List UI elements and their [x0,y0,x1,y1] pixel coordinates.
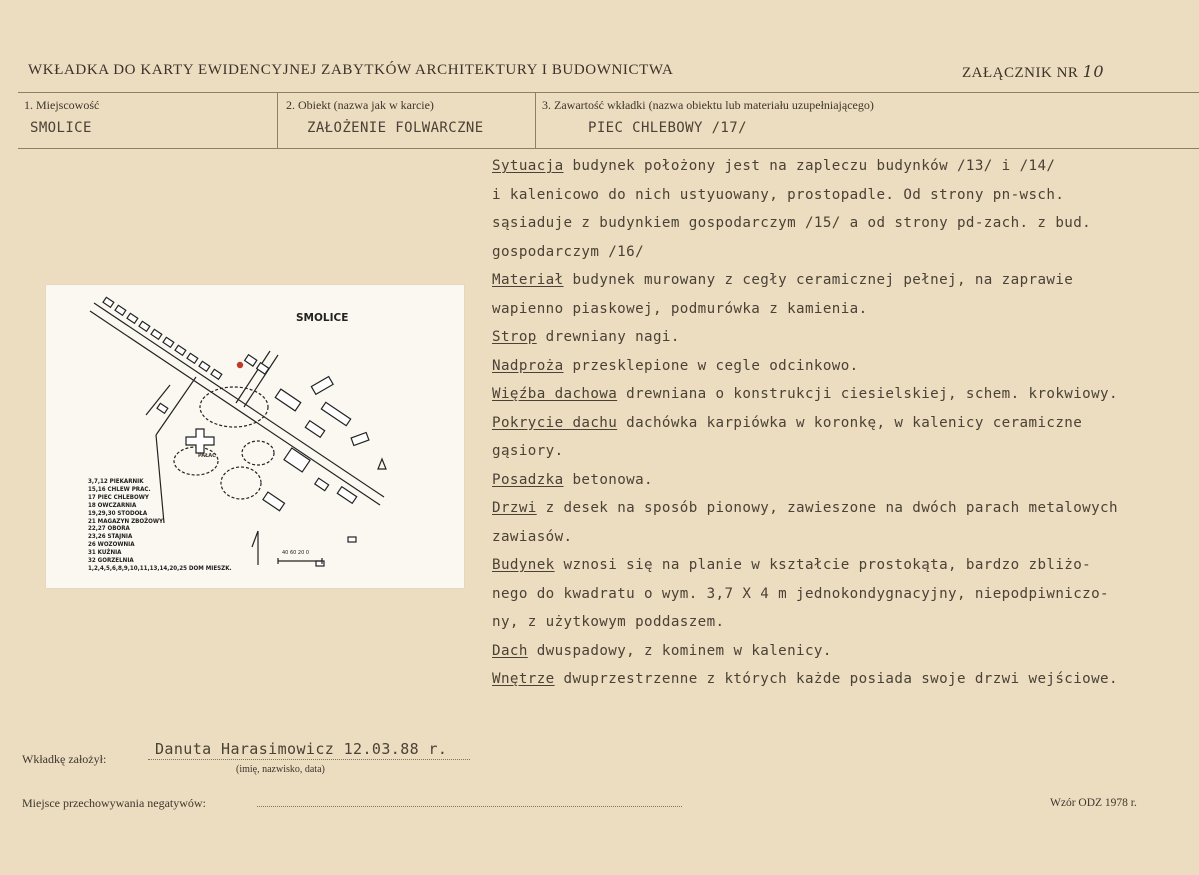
description-line [492,352,1192,381]
description-line [492,295,1192,324]
form-pattern-note: Wzór ODZ 1978 r. [1050,797,1137,809]
road-edge [90,311,380,505]
road-edge [94,303,384,497]
field-divider-1 [277,92,278,148]
legend-entry: 26 WOZOWNIA [88,541,135,549]
object-label: 2. Obiekt (nazwa jak w karcie) [286,98,434,112]
description-term: Sytuacja [492,158,564,174]
description-line [492,665,1192,694]
description-term: Nadproża [492,357,564,374]
description-term: Dach [492,642,528,659]
legend-entry: 19,29,30 STODOŁA [88,509,148,517]
description-line [492,209,1192,238]
house-row [103,297,222,379]
legend-entry: 17 PIEC CHLEBOWY [88,493,149,501]
description-line [492,551,1192,580]
content-value: PIEC CHLEBOWY /17/ [588,120,747,136]
form-title: WKŁADKA DO KARTY EWIDENCYJNEJ ZABYTKÓW ARCHITEKTURY I BUDOWNICTWA [28,62,674,78]
legend-entry: 3,7,12 PIEKARNIK [88,478,144,485]
map-title: SMOLICE [296,312,349,324]
description-text: betonowa. [563,471,653,488]
scale-label: 40 60 20 0 [282,550,310,556]
description-line [492,466,1192,495]
object-value: ZAŁOŻENIE FOLWARCZNE [307,120,484,136]
description-text: wapienno piaskowej, podmurówka z kamienia. [492,300,868,317]
palace-label: PAŁAC [198,453,216,459]
description-term: Budynek [492,557,555,573]
description-text: sąsiaduje z budynkiem gospodarczym /15/ a od strony pd-zach. z bud. [492,215,1092,231]
description-line [492,238,1192,267]
legend-entry: 31 KUŹNIA [88,549,122,557]
description-text: gospodarczym /16/ [492,243,645,260]
description-text: wznosi się na planie w kształcie prostokąta, bardzo zbliżo- [554,557,1092,573]
description-text: ny, z użytkowym poddaszem. [492,614,725,630]
description-term: Strop [492,329,537,345]
legend-entry: 1,2,4,5,6,8,9,10,11,13,14,20,25 DOM MIESZK. [88,564,232,572]
legend-entry: 23,26 STAJNIA [88,533,133,541]
description-text: drewniana o konstrukcji ciesielskiej, schem. krokwiowy. [617,386,1118,402]
description-text: zawiasów. [492,528,573,545]
description-line [492,637,1192,666]
description-term: Drzwi [492,500,537,516]
description-line [492,181,1192,210]
negatives-dotted-line [257,806,682,807]
field-divider-2 [535,92,536,148]
header-top-rule [18,92,1199,93]
description-line [492,152,1192,181]
map-legend [88,478,232,573]
park-outline [242,441,274,465]
compass-mark [378,459,386,469]
description-text: budynek położony jest na zapleczu budynków /13/ i /14/ [563,158,1056,174]
description-line [492,523,1192,552]
description-line [492,580,1192,609]
description-body [492,152,1192,694]
description-text: dwuprzestrzenne z których każde posiada swoje drzwi wejściowe. [554,671,1118,687]
description-text: drewniany nagi. [536,329,680,345]
author-caption: (imię, nazwisko, data) [236,764,325,775]
legend-entry: 21 MAGAZYN ZBOŻOWY [88,517,164,525]
annex-label: ZAŁĄCZNIK NR [962,65,1079,81]
description-line [492,494,1192,523]
north-arrow [252,531,258,547]
description-term: Pokrycie dachu [492,414,618,431]
author-value: Danuta Harasimowicz 12.03.88 r. [155,740,448,758]
description-line [492,380,1192,409]
description-text: nego do kwadratu o wym. 3,7 X 4 m jednokondygnacyjny, niepodpiwniczo- [492,585,1109,602]
description-line [492,409,1192,438]
site-plan-photo [46,285,464,588]
description-line [492,323,1192,352]
description-text: i kalenicowo do nich ustyuowany, prostopadle. Od strony pn-wsch. [492,186,1065,203]
palace-building [186,429,214,453]
locality-label: 1. Miejscowość [24,98,100,112]
piec-chlebowy-marker [237,362,243,368]
description-term: Materiał [492,272,564,288]
fields-bottom-rule [18,148,1199,149]
author-dotted-line [148,759,470,760]
annex-number: 10 [1082,62,1105,81]
legend-entry: 22,27 OBORA [88,525,130,533]
description-term: Więźba dachowa [492,386,618,402]
description-term: Posadzka [492,471,564,488]
legend-entry: 15,16 CHLEW PRAC. [88,485,151,493]
description-text: budynek murowany z cegły ceramicznej pełnej, na zaprawie [563,272,1074,288]
annex-number-label [962,62,1104,82]
content-label: 3. Zawartość wkładki (nazwa obiektu lub materiału uzupełniającego) [542,98,874,112]
description-line [492,608,1192,637]
description-line [492,266,1192,295]
description-text: gąsiory. [492,443,564,459]
locality-value: SMOLICE [30,120,92,136]
description-text: dwuspadowy, z kominem w kalenicy. [527,642,832,659]
description-text: z desek na sposób pionowy, zawieszone na dwóch parach metalowych [536,500,1118,516]
author-label: Wkładkę założył: [22,752,107,766]
description-term: Wnętrze [492,671,555,687]
legend-entry: 18 OWCZARNIA [88,501,137,509]
description-text: przesklepione w cegle odcinkowo. [563,357,859,374]
negatives-location-label: Miejsce przechowywania negatywów: [22,796,206,810]
description-text: dachówka karpiówka w koronkę, w kalenicy ceramiczne [617,414,1083,431]
description-line [492,437,1192,466]
legend-entry: 32 GORZELNIA [88,557,134,565]
